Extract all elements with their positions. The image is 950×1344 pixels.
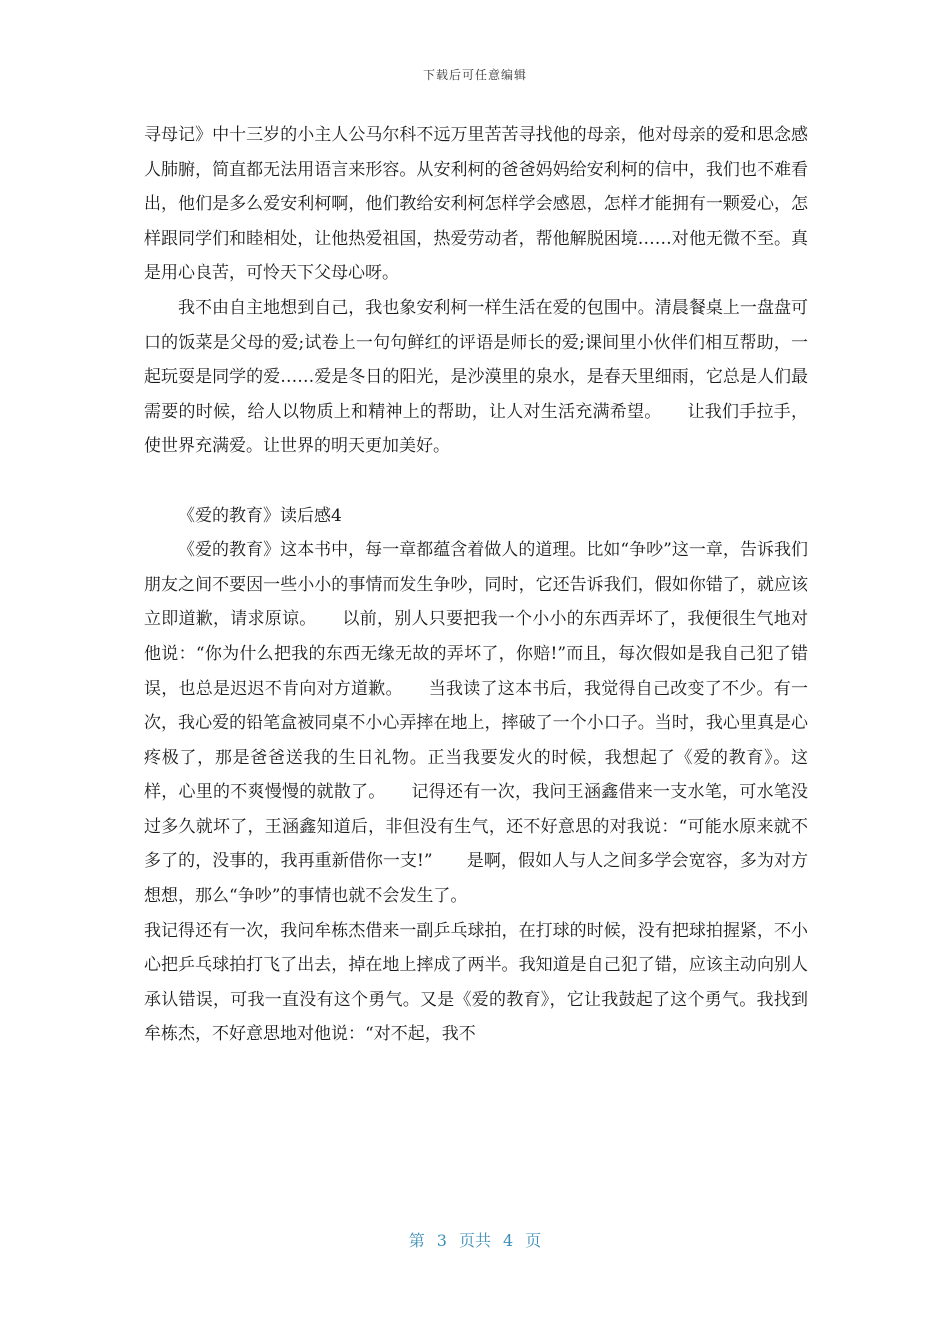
footer-label-end: 页 [525, 1231, 542, 1250]
paragraph-2: 我不由自主地想到自己，我也象安利柯一样生活在爱的包围中。清晨餐桌上一盘盘可口的饭菜是父母的爱;试卷上一句句鲜红的评语是师长的爱;课间里小伙伴们相互帮助，一起玩耍是同学的爱……爱是冬日的阳光，是沙漠里的泉水，是春天里细雨，它总是人们最需要的时候，给人以物质上和精神上的帮助，让人对生活充满希望。 让我们手拉手，使世界充满爱。让世界的明天更加美好。 [144, 297, 808, 457]
blank-line [144, 464, 808, 499]
footer-label-of: 页共 [458, 1231, 491, 1250]
footer-label-page: 第 [408, 1231, 425, 1250]
paragraph-3: 《爱的教育》这本书中，每一章都蕴含着做人的道理。比如“争吵”这一章，告诉我们朋友之间不要因一些小小的事情而发生争吵，同时，它还告诉我们，假如你错了，就应该立即道歉，请求原谅。 以前，别人只要把我一个小小的东西弄坏了，我便很生气地对他说：“你为什么把我的东西无缘无故的弄坏了，你赔!”而且，每次假如是我自己犯了错误，也总是迟迟不肯向对方道歉。 当我读了这本书后，我觉得自己改变了不少。有一次，我心爱的铅笔盒被同桌不小心弄摔在地上，摔破了一个小口子。当时，我心里真是心疼极了，那是爸爸送我的生日礼物。正当我要发火的时候，我想起了《爱的教育》。这样，心里的不爽慢慢的就散了。 记得还有一次，我问王涵鑫借来一支水笔，可水笔没过多久就坏了，王涵鑫知道后，非但没有生气，还不好意思的对我说：“可能水原来就不多了的，没事的，我再重新借你一支!” 是啊，假如人与人之间多学会宽容，多为对方想想，那么“争吵”的事情也就不会发生了。 [144, 540, 808, 907]
document-body [144, 118, 808, 1052]
paragraph-1: 寻母记》中十三岁的小主人公马尔科不远万里苦苦寻找他的母亲，他对母亲的爱和思念感人肺腑，简直都无法用语言来形容。从安利柯的爸爸妈妈给安利柯的信中，我们也不难看出，他们是多么爱安利柯啊，他们教给安利柯怎样学会感恩，怎样才能拥有一颗爱心，怎样跟同学们和睦相处，让他热爱祖国，热爱劳动者，帮他解脱困境……对他无微不至。真是用心良苦，可怜天下父母心呀。 [144, 125, 808, 284]
footer-current-page: 3 [436, 1231, 447, 1250]
footer-total-pages: 4 [503, 1231, 514, 1250]
section-heading: 《爱的教育》读后感4 [178, 505, 342, 526]
page-footer [0, 1228, 950, 1251]
page-header: 下载后可任意编辑 [422, 68, 527, 82]
paragraph-4: 我记得还有一次，我问牟栋杰借来一副乒乓球拍，在打球的时候，没有把球拍握紧，不小心把乒乓球拍打飞了出去，掉在地上摔成了两半。我知道是自己犯了错，应该主动向别人承认错误，可我一直没有这个勇气。又是《爱的教育》，它让我鼓起了这个勇气。我找到牟栋杰，不好意思地对他说：“对不起，我不 [144, 920, 808, 1045]
